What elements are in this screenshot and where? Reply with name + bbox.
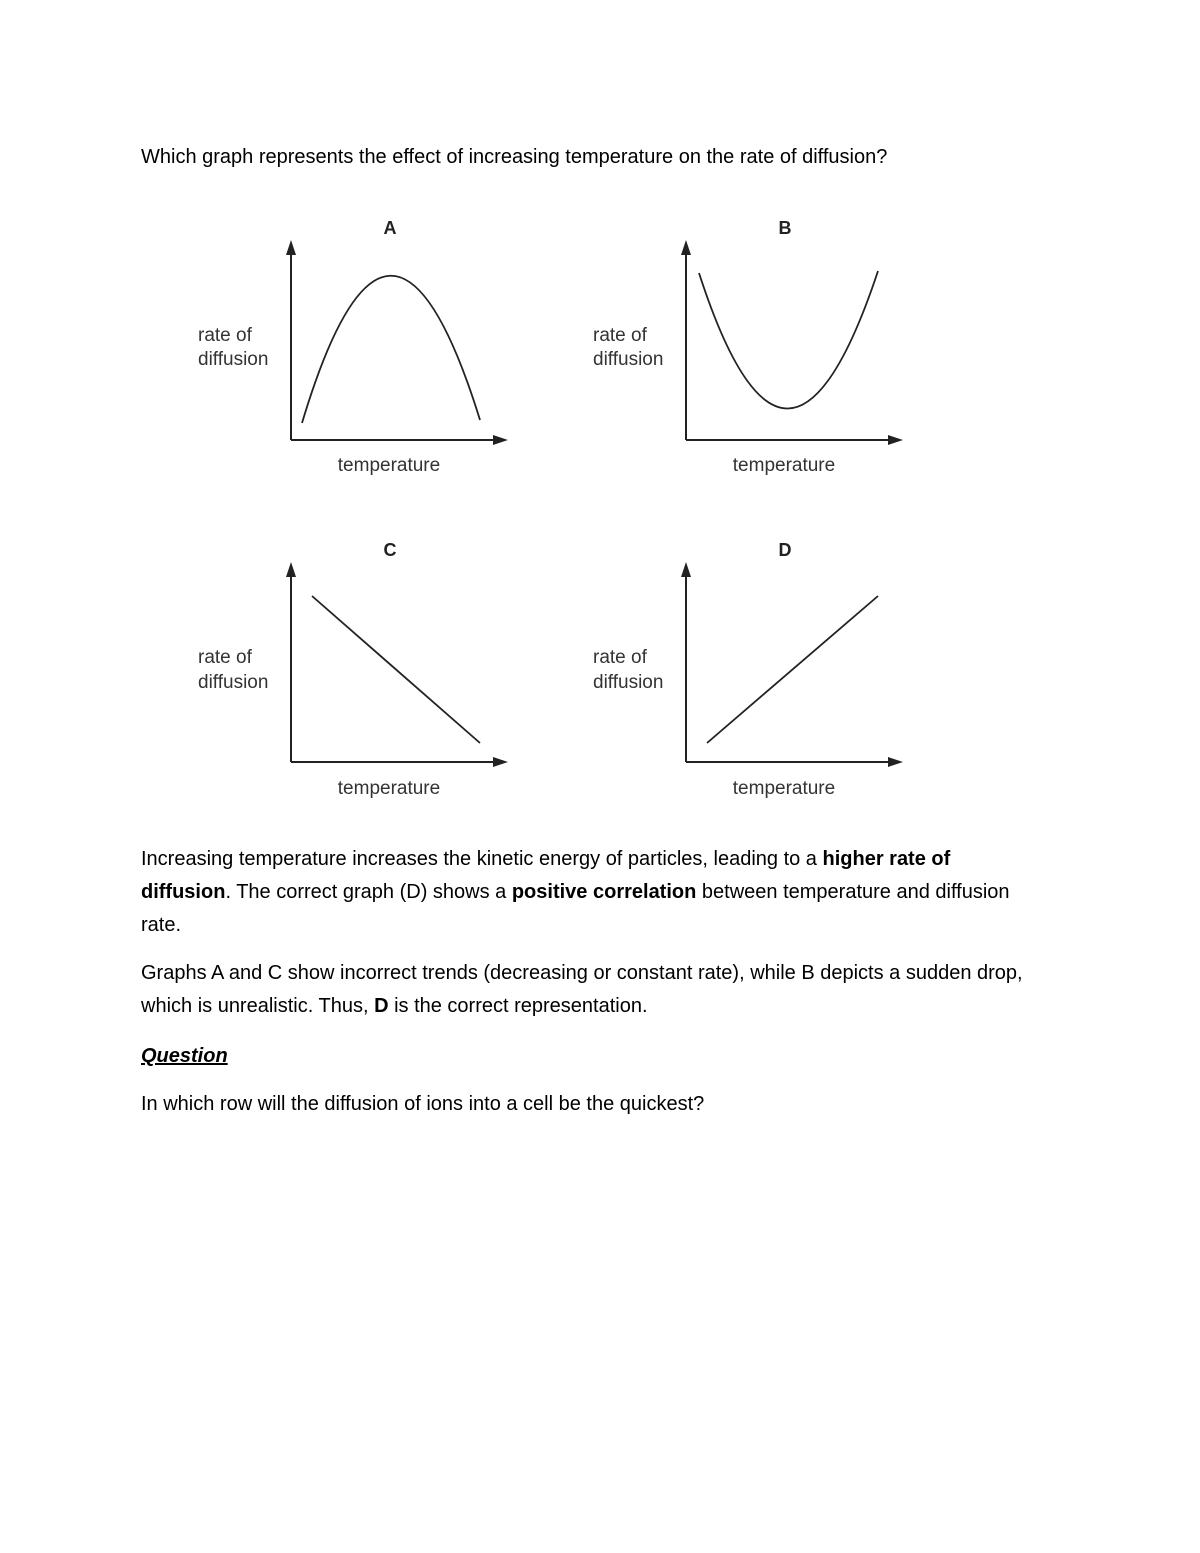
graph-a-y-label-line2: diffusion xyxy=(198,349,269,370)
graph-d-x-label: temperature xyxy=(732,778,836,799)
explanation-1-bold-1: higher rate of diffusion xyxy=(141,848,951,903)
explanation-1-bold-2: positive correlation xyxy=(511,881,697,903)
explanation-2-bold-1: D xyxy=(374,995,389,1017)
graph-d-x-arrow xyxy=(888,757,903,767)
question-text: Which graph represents the effect of increasing temperature on the rate of diffusion? xyxy=(141,146,888,168)
graph-d-line xyxy=(707,596,878,743)
graph-b-x-label: temperature xyxy=(732,455,836,476)
graph-a-y-label-line1: rate of xyxy=(198,325,252,346)
graph-b-y-label-line1: rate of xyxy=(593,325,647,346)
graph-b-x-arrow xyxy=(888,435,903,445)
graph-a-curve xyxy=(302,276,480,423)
explanation-1-text-2: . The correct graph (D) shows a xyxy=(225,881,512,903)
graph-c-x-arrow xyxy=(493,757,508,767)
graph-d-y-label-line1: rate of xyxy=(593,647,647,668)
graph-c-y-label-line2: diffusion xyxy=(198,672,269,693)
graph-c-letter: C xyxy=(383,540,397,560)
graph-c-y-label-line1: rate of xyxy=(198,647,252,668)
graph-d-y-label-line2: diffusion xyxy=(593,672,664,693)
question-2-text: In which row will the diffusion of ions into a cell be the quickest? xyxy=(141,1093,705,1115)
graph-b xyxy=(593,218,903,476)
explanation-2-text-1: Graphs A and C show incorrect trends (decreasing or constant rate), while B depicts a sudden drop, which is unrealistic. Thus, xyxy=(141,962,1023,1017)
graph-b-letter: B xyxy=(778,218,792,238)
graph-a-letter: A xyxy=(383,218,397,238)
graphs-figure xyxy=(180,205,940,815)
graph-d-letter: D xyxy=(778,540,792,560)
graph-d xyxy=(593,540,903,799)
graph-c-y-arrow xyxy=(286,562,296,577)
graph-c-line xyxy=(312,596,480,743)
graph-b-curve xyxy=(699,271,878,409)
graph-a-y-arrow xyxy=(286,240,296,255)
explanation-paragraph-2 xyxy=(141,957,1041,1023)
explanation-1-text-3: between temperature and diffusion rate. xyxy=(141,881,1010,936)
graph-b-y-label-line2: diffusion xyxy=(593,349,664,370)
graph-a-x-label: temperature xyxy=(337,455,441,476)
graphs-svg xyxy=(180,205,940,815)
graph-c-x-label: temperature xyxy=(337,778,441,799)
explanation-paragraph-1 xyxy=(141,843,1041,942)
graph-d-y-arrow xyxy=(681,562,691,577)
graph-b-y-arrow xyxy=(681,240,691,255)
question-heading: Question xyxy=(141,1045,228,1067)
explanation-2-text-2: is the correct representation. xyxy=(388,995,648,1017)
graph-c xyxy=(198,540,508,799)
graph-a xyxy=(198,218,508,476)
graph-a-x-arrow xyxy=(493,435,508,445)
explanation-1-text-1: Increasing temperature increases the kinetic energy of particles, leading to a xyxy=(141,848,823,870)
